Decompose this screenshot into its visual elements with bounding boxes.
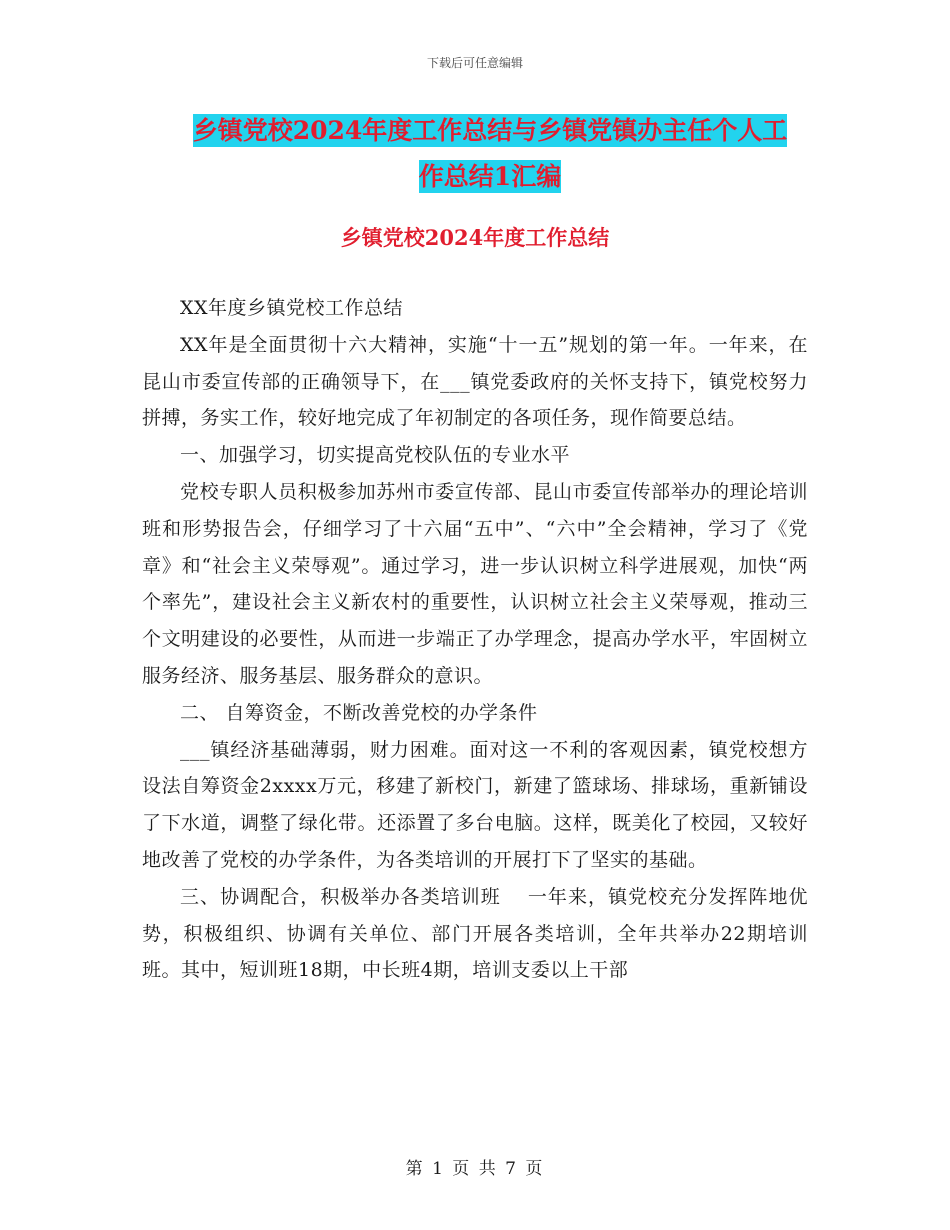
document-title	[140, 108, 840, 200]
paragraph-section-1: 党校专职人员积极参加苏州市委宣传部、昆山市委宣传部举办的理论培训班和形势报告会，仔细学习了十六届“五中”、“六中”全会精神，学习了《党章》和“社会主义荣辱观”。通过学习，进一步认识树立科学进展观，加快“两个率先”，建设社会主义新农村的重要性，认识树立社会主义荣辱观，推动三个文明建设的必要性，从而进一步端正了办学理念，提高办学水平，牢固树立服务经济、服务基层、服务群众的意识。	[142, 480, 808, 687]
paragraph-intro: XX年是全面贯彻十六大精神，实施“十一五”规划的第一年。一年来，在昆山市委宣传部的正确领导下，在___镇党委政府的关怀支持下，镇党校努力拼搏，务实工作，较好地完成了年初制定的各项任务，现作简要总结。	[142, 333, 808, 430]
section-title: 乡镇党校2024年度工作总结	[340, 225, 610, 250]
page-number: 第 1 页 共 7 页	[405, 1159, 545, 1179]
document-title-line1: 乡镇党校2024年度工作总结与乡镇党镇办主任个人工	[192, 116, 788, 145]
heading-section-1: 一、加强学习，切实提高党校队伍的专业水平	[180, 444, 571, 467]
paragraph-section-2: ___镇经济基础薄弱，财力困难。面对这一不利的客观因素，镇党校想方设法自筹资金2xxxx万元，移建了新校门，新建了篮球场、排球场，重新铺设了下水道，调整了绿化带。还添置了多台电脑。这样，既美化了校园，又较好地改善了党校的办学条件，为各类培训的开展打下了坚实的基础。	[142, 738, 808, 871]
page-header-note: 下载后可任意编辑	[426, 56, 523, 70]
document-body	[142, 290, 808, 989]
paragraph-section-3: 三、协调配合，积极举办各类培训班 一年来，镇党校充分发挥阵地优势，积极组织、协调有关单位、部门开展各类培训，全年共举办22期培训班。其中，短训班18期，中长班4期，培训支委以上干部	[142, 885, 808, 982]
heading-section-2: 二、 自筹资金，不断改善党校的办学条件	[180, 701, 538, 724]
document-title-line2: 作总结1汇编	[418, 162, 562, 191]
paragraph-subtitle: XX年度乡镇党校工作总结	[180, 297, 404, 319]
